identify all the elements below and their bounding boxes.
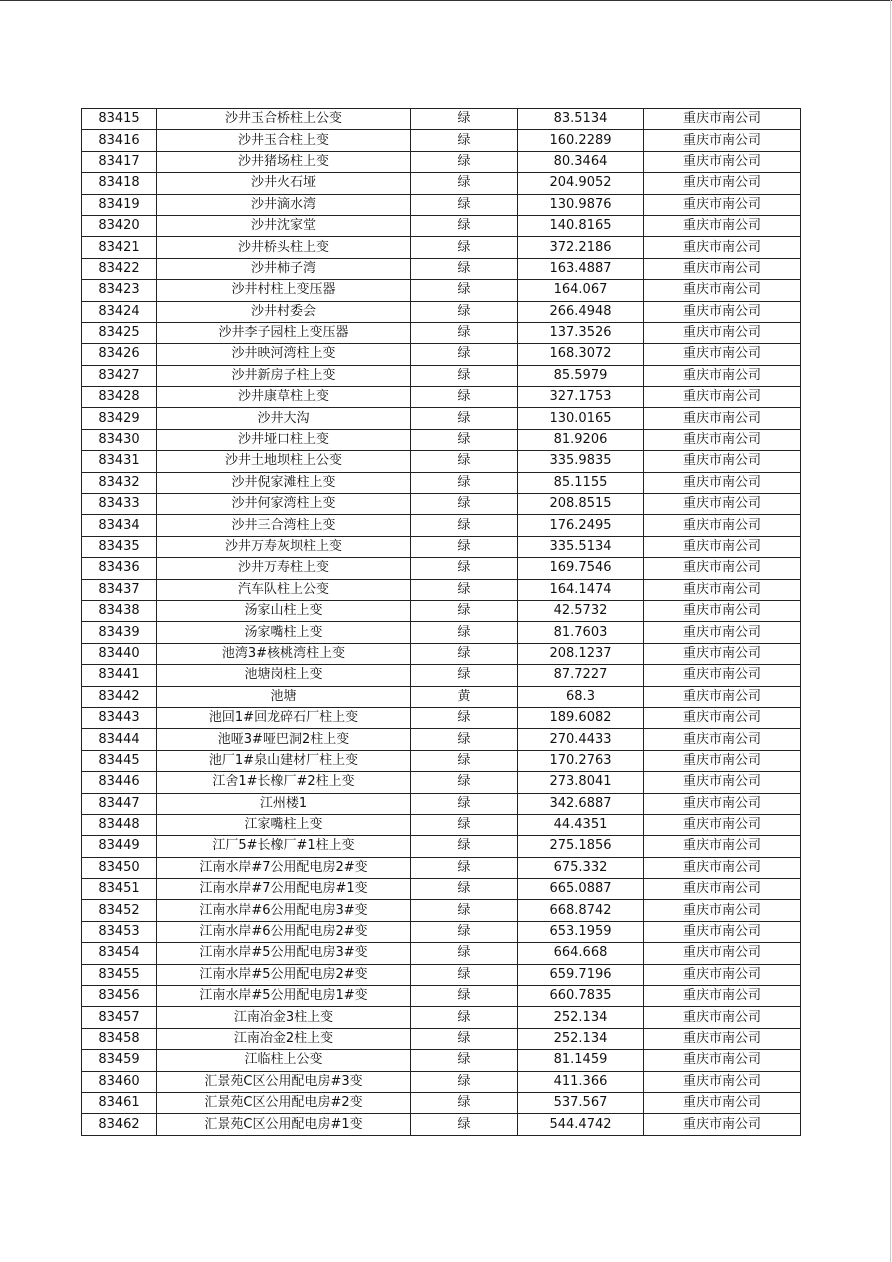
status-cell: 绿	[411, 451, 518, 472]
value-cell: 653.1959	[518, 921, 644, 942]
company-cell: 重庆市南公司	[644, 1028, 801, 1049]
table-row	[82, 472, 801, 493]
company-cell: 重庆市南公司	[644, 387, 801, 408]
station-name-cell: 池回1#回龙碎石厂柱上变	[157, 707, 411, 728]
value-cell: 85.1155	[518, 472, 644, 493]
table-row	[82, 921, 801, 942]
value-cell: 208.1237	[518, 643, 644, 664]
table-row	[82, 622, 801, 643]
station-name-cell: 沙井玉合柱上变	[157, 130, 411, 151]
value-cell: 189.6082	[518, 707, 644, 728]
value-cell: 160.2289	[518, 130, 644, 151]
station-name-cell: 沙井垭口柱上变	[157, 429, 411, 450]
status-cell: 绿	[411, 194, 518, 215]
row-id-cell: 83447	[82, 793, 157, 814]
station-name-cell: 江南水岸#5公用配电房2#变	[157, 964, 411, 985]
row-id-cell: 83460	[82, 1071, 157, 1092]
station-name-cell: 沙井滴水湾	[157, 194, 411, 215]
value-cell: 81.1459	[518, 1050, 644, 1071]
value-cell: 85.5979	[518, 365, 644, 386]
table-row	[82, 322, 801, 343]
company-cell: 重庆市南公司	[644, 879, 801, 900]
status-cell: 绿	[411, 301, 518, 322]
station-name-cell: 江临柱上公变	[157, 1050, 411, 1071]
status-cell: 绿	[411, 943, 518, 964]
company-cell: 重庆市南公司	[644, 109, 801, 130]
page-right-edge	[890, 0, 891, 1262]
value-cell: 665.0887	[518, 879, 644, 900]
status-cell: 绿	[411, 857, 518, 878]
station-name-cell: 江南水岸#7公用配电房2#变	[157, 857, 411, 878]
station-name-cell: 沙井村柱上变压器	[157, 280, 411, 301]
row-id-cell: 83444	[82, 729, 157, 750]
status-cell: 绿	[411, 365, 518, 386]
row-id-cell: 83453	[82, 921, 157, 942]
company-cell: 重庆市南公司	[644, 814, 801, 835]
station-name-cell: 江南水岸#5公用配电房3#变	[157, 943, 411, 964]
status-cell: 绿	[411, 322, 518, 343]
table-row	[82, 258, 801, 279]
status-cell: 绿	[411, 879, 518, 900]
row-id-cell: 83421	[82, 237, 157, 258]
station-name-cell: 沙井新房子柱上变	[157, 365, 411, 386]
station-name-cell: 沙井柿子湾	[157, 258, 411, 279]
status-cell: 绿	[411, 1071, 518, 1092]
value-cell: 675.332	[518, 857, 644, 878]
station-name-cell: 沙井沈家堂	[157, 215, 411, 236]
station-name-cell: 池哑3#哑巴洞2柱上变	[157, 729, 411, 750]
station-name-cell: 沙井倪家滩柱上变	[157, 472, 411, 493]
station-name-cell: 汇景苑C区公用配电房#3变	[157, 1071, 411, 1092]
table-row	[82, 408, 801, 429]
station-name-cell: 沙井三合湾柱上变	[157, 515, 411, 536]
table-row	[82, 301, 801, 322]
row-id-cell: 83445	[82, 750, 157, 771]
status-cell: 绿	[411, 900, 518, 921]
station-name-cell: 沙井康草柱上变	[157, 387, 411, 408]
company-cell: 重庆市南公司	[644, 750, 801, 771]
table-row	[82, 1092, 801, 1113]
table-row	[82, 579, 801, 600]
row-id-cell: 83442	[82, 686, 157, 707]
table-row	[82, 173, 801, 194]
value-cell: 372.2186	[518, 237, 644, 258]
station-name-cell: 沙井何家湾柱上变	[157, 494, 411, 515]
company-cell: 重庆市南公司	[644, 322, 801, 343]
station-name-cell: 江南冶金2柱上变	[157, 1028, 411, 1049]
station-name-cell: 汤家嘴柱上变	[157, 622, 411, 643]
table-row	[82, 600, 801, 621]
row-id-cell: 83422	[82, 258, 157, 279]
table-row	[82, 536, 801, 557]
station-name-cell: 沙井玉合桥柱上公变	[157, 109, 411, 130]
station-name-cell: 江南水岸#6公用配电房3#变	[157, 900, 411, 921]
row-id-cell: 83426	[82, 344, 157, 365]
table-row	[82, 793, 801, 814]
company-cell: 重庆市南公司	[644, 451, 801, 472]
value-cell: 327.1753	[518, 387, 644, 408]
station-name-cell: 沙井猪场柱上变	[157, 151, 411, 172]
station-name-cell: 沙井土地坝柱上公变	[157, 451, 411, 472]
table-row	[82, 943, 801, 964]
status-cell: 绿	[411, 429, 518, 450]
value-cell: 660.7835	[518, 986, 644, 1007]
table-row	[82, 387, 801, 408]
company-cell: 重庆市南公司	[644, 515, 801, 536]
status-cell: 绿	[411, 964, 518, 985]
status-cell: 绿	[411, 408, 518, 429]
row-id-cell: 83454	[82, 943, 157, 964]
company-cell: 重庆市南公司	[644, 729, 801, 750]
page-top-border	[0, 0, 892, 1]
value-cell: 270.4433	[518, 729, 644, 750]
status-cell: 绿	[411, 921, 518, 942]
row-id-cell: 83433	[82, 494, 157, 515]
status-cell: 绿	[411, 772, 518, 793]
status-cell: 绿	[411, 729, 518, 750]
station-name-cell: 池塘岗柱上变	[157, 665, 411, 686]
status-cell: 绿	[411, 986, 518, 1007]
company-cell: 重庆市南公司	[644, 921, 801, 942]
status-cell: 绿	[411, 494, 518, 515]
company-cell: 重庆市南公司	[644, 1050, 801, 1071]
value-cell: 81.7603	[518, 622, 644, 643]
row-id-cell: 83452	[82, 900, 157, 921]
value-cell: 266.4948	[518, 301, 644, 322]
value-cell: 164.1474	[518, 579, 644, 600]
company-cell: 重庆市南公司	[644, 579, 801, 600]
company-cell: 重庆市南公司	[644, 1071, 801, 1092]
row-id-cell: 83424	[82, 301, 157, 322]
company-cell: 重庆市南公司	[644, 836, 801, 857]
status-cell: 黄	[411, 686, 518, 707]
row-id-cell: 83432	[82, 472, 157, 493]
table-row	[82, 686, 801, 707]
station-name-cell: 江舍1#长橡厂#2柱上变	[157, 772, 411, 793]
value-cell: 252.134	[518, 1007, 644, 1028]
status-cell: 绿	[411, 814, 518, 835]
value-cell: 537.567	[518, 1092, 644, 1113]
status-cell: 绿	[411, 280, 518, 301]
transformer-table	[81, 108, 801, 1136]
status-cell: 绿	[411, 215, 518, 236]
table-row	[82, 194, 801, 215]
row-id-cell: 83430	[82, 429, 157, 450]
station-name-cell: 沙井村委会	[157, 301, 411, 322]
row-id-cell: 83428	[82, 387, 157, 408]
table-row	[82, 215, 801, 236]
company-cell: 重庆市南公司	[644, 536, 801, 557]
value-cell: 176.2495	[518, 515, 644, 536]
station-name-cell: 江南水岸#6公用配电房2#变	[157, 921, 411, 942]
company-cell: 重庆市南公司	[644, 280, 801, 301]
station-name-cell: 沙井桥头柱上变	[157, 237, 411, 258]
status-cell: 绿	[411, 836, 518, 857]
value-cell: 544.4742	[518, 1114, 644, 1135]
value-cell: 164.067	[518, 280, 644, 301]
row-id-cell: 83429	[82, 408, 157, 429]
value-cell: 80.3464	[518, 151, 644, 172]
value-cell: 83.5134	[518, 109, 644, 130]
table-row	[82, 964, 801, 985]
station-name-cell: 沙井映河湾柱上变	[157, 344, 411, 365]
row-id-cell: 83461	[82, 1092, 157, 1113]
status-cell: 绿	[411, 109, 518, 130]
row-id-cell: 83423	[82, 280, 157, 301]
row-id-cell: 83415	[82, 109, 157, 130]
row-id-cell: 83418	[82, 173, 157, 194]
row-id-cell: 83420	[82, 215, 157, 236]
table-row	[82, 836, 801, 857]
row-id-cell: 83438	[82, 600, 157, 621]
table-row	[82, 729, 801, 750]
value-cell: 204.9052	[518, 173, 644, 194]
table-row	[82, 643, 801, 664]
status-cell: 绿	[411, 1028, 518, 1049]
value-cell: 659.7196	[518, 964, 644, 985]
table-row	[82, 280, 801, 301]
company-cell: 重庆市南公司	[644, 130, 801, 151]
status-cell: 绿	[411, 622, 518, 643]
row-id-cell: 83441	[82, 665, 157, 686]
station-name-cell: 江南水岸#7公用配电房#1变	[157, 879, 411, 900]
company-cell: 重庆市南公司	[644, 707, 801, 728]
row-id-cell: 83451	[82, 879, 157, 900]
table-row	[82, 1071, 801, 1092]
value-cell: 130.0165	[518, 408, 644, 429]
table-row	[82, 1114, 801, 1135]
status-cell: 绿	[411, 707, 518, 728]
row-id-cell: 83416	[82, 130, 157, 151]
status-cell: 绿	[411, 793, 518, 814]
status-cell: 绿	[411, 472, 518, 493]
station-name-cell: 江州楼1	[157, 793, 411, 814]
status-cell: 绿	[411, 1007, 518, 1028]
table-row	[82, 1028, 801, 1049]
status-cell: 绿	[411, 173, 518, 194]
station-name-cell: 沙井李子园柱上变压器	[157, 322, 411, 343]
company-cell: 重庆市南公司	[644, 365, 801, 386]
row-id-cell: 83435	[82, 536, 157, 557]
company-cell: 重庆市南公司	[644, 793, 801, 814]
company-cell: 重庆市南公司	[644, 1114, 801, 1135]
value-cell: 87.7227	[518, 665, 644, 686]
value-cell: 169.7546	[518, 558, 644, 579]
company-cell: 重庆市南公司	[644, 344, 801, 365]
row-id-cell: 83459	[82, 1050, 157, 1071]
status-cell: 绿	[411, 1050, 518, 1071]
value-cell: 664.668	[518, 943, 644, 964]
station-name-cell: 江南水岸#5公用配电房1#变	[157, 986, 411, 1007]
value-cell: 273.8041	[518, 772, 644, 793]
table-row	[82, 1007, 801, 1028]
company-cell: 重庆市南公司	[644, 173, 801, 194]
table-row	[82, 814, 801, 835]
company-cell: 重庆市南公司	[644, 943, 801, 964]
company-cell: 重庆市南公司	[644, 194, 801, 215]
value-cell: 42.5732	[518, 600, 644, 621]
status-cell: 绿	[411, 665, 518, 686]
station-name-cell: 沙井万寿柱上变	[157, 558, 411, 579]
status-cell: 绿	[411, 387, 518, 408]
row-id-cell: 83434	[82, 515, 157, 536]
row-id-cell: 83440	[82, 643, 157, 664]
table-row	[82, 151, 801, 172]
station-name-cell: 汇景苑C区公用配电房#2变	[157, 1092, 411, 1113]
row-id-cell: 83419	[82, 194, 157, 215]
value-cell: 275.1856	[518, 836, 644, 857]
table-row	[82, 1050, 801, 1071]
company-cell: 重庆市南公司	[644, 643, 801, 664]
company-cell: 重庆市南公司	[644, 151, 801, 172]
table-row	[82, 365, 801, 386]
value-cell: 335.5134	[518, 536, 644, 557]
station-name-cell: 池湾3#核桃湾柱上变	[157, 643, 411, 664]
status-cell: 绿	[411, 643, 518, 664]
station-name-cell: 汽车队柱上公变	[157, 579, 411, 600]
status-cell: 绿	[411, 344, 518, 365]
table-row	[82, 879, 801, 900]
row-id-cell: 83448	[82, 814, 157, 835]
value-cell: 342.6887	[518, 793, 644, 814]
row-id-cell: 83427	[82, 365, 157, 386]
station-name-cell: 江厂5#长橡厂#1柱上变	[157, 836, 411, 857]
table-row	[82, 130, 801, 151]
table-row	[82, 494, 801, 515]
row-id-cell: 83457	[82, 1007, 157, 1028]
company-cell: 重庆市南公司	[644, 215, 801, 236]
row-id-cell: 83443	[82, 707, 157, 728]
table-row	[82, 857, 801, 878]
value-cell: 140.8165	[518, 215, 644, 236]
station-name-cell: 池厂1#泉山建材厂柱上变	[157, 750, 411, 771]
status-cell: 绿	[411, 1114, 518, 1135]
station-name-cell: 沙井万寿灰坝柱上变	[157, 536, 411, 557]
company-cell: 重庆市南公司	[644, 686, 801, 707]
row-id-cell: 83417	[82, 151, 157, 172]
row-id-cell: 83439	[82, 622, 157, 643]
table-row	[82, 707, 801, 728]
status-cell: 绿	[411, 130, 518, 151]
table-row	[82, 986, 801, 1007]
table-row	[82, 558, 801, 579]
station-name-cell: 池塘	[157, 686, 411, 707]
row-id-cell: 83431	[82, 451, 157, 472]
station-name-cell: 汤家山柱上变	[157, 600, 411, 621]
company-cell: 重庆市南公司	[644, 665, 801, 686]
value-cell: 81.9206	[518, 429, 644, 450]
company-cell: 重庆市南公司	[644, 429, 801, 450]
value-cell: 163.4887	[518, 258, 644, 279]
station-name-cell: 沙井大沟	[157, 408, 411, 429]
table-body	[82, 109, 801, 1136]
company-cell: 重庆市南公司	[644, 408, 801, 429]
station-name-cell: 江家嘴柱上变	[157, 814, 411, 835]
company-cell: 重庆市南公司	[644, 857, 801, 878]
status-cell: 绿	[411, 151, 518, 172]
status-cell: 绿	[411, 237, 518, 258]
row-id-cell: 83462	[82, 1114, 157, 1135]
row-id-cell: 83450	[82, 857, 157, 878]
table-row	[82, 515, 801, 536]
table-row	[82, 451, 801, 472]
station-name-cell: 沙井火石垭	[157, 173, 411, 194]
status-cell: 绿	[411, 750, 518, 771]
row-id-cell: 83425	[82, 322, 157, 343]
value-cell: 208.8515	[518, 494, 644, 515]
value-cell: 130.9876	[518, 194, 644, 215]
status-cell: 绿	[411, 1092, 518, 1113]
table-row	[82, 237, 801, 258]
value-cell: 252.134	[518, 1028, 644, 1049]
table-row	[82, 900, 801, 921]
company-cell: 重庆市南公司	[644, 494, 801, 515]
company-cell: 重庆市南公司	[644, 258, 801, 279]
status-cell: 绿	[411, 558, 518, 579]
status-cell: 绿	[411, 579, 518, 600]
row-id-cell: 83446	[82, 772, 157, 793]
table-row	[82, 344, 801, 365]
table-row	[82, 772, 801, 793]
company-cell: 重庆市南公司	[644, 301, 801, 322]
row-id-cell: 83437	[82, 579, 157, 600]
row-id-cell: 83436	[82, 558, 157, 579]
status-cell: 绿	[411, 258, 518, 279]
row-id-cell: 83456	[82, 986, 157, 1007]
value-cell: 68.3	[518, 686, 644, 707]
value-cell: 170.2763	[518, 750, 644, 771]
value-cell: 44.4351	[518, 814, 644, 835]
row-id-cell: 83458	[82, 1028, 157, 1049]
company-cell: 重庆市南公司	[644, 558, 801, 579]
company-cell: 重庆市南公司	[644, 964, 801, 985]
station-name-cell: 汇景苑C区公用配电房#1变	[157, 1114, 411, 1135]
table-row	[82, 665, 801, 686]
status-cell: 绿	[411, 536, 518, 557]
value-cell: 168.3072	[518, 344, 644, 365]
company-cell: 重庆市南公司	[644, 986, 801, 1007]
value-cell: 335.9835	[518, 451, 644, 472]
table-row	[82, 429, 801, 450]
company-cell: 重庆市南公司	[644, 1092, 801, 1113]
company-cell: 重庆市南公司	[644, 472, 801, 493]
row-id-cell: 83449	[82, 836, 157, 857]
status-cell: 绿	[411, 600, 518, 621]
table-row	[82, 750, 801, 771]
company-cell: 重庆市南公司	[644, 900, 801, 921]
station-name-cell: 江南冶金3柱上变	[157, 1007, 411, 1028]
value-cell: 668.8742	[518, 900, 644, 921]
company-cell: 重庆市南公司	[644, 622, 801, 643]
company-cell: 重庆市南公司	[644, 600, 801, 621]
company-cell: 重庆市南公司	[644, 1007, 801, 1028]
row-id-cell: 83455	[82, 964, 157, 985]
table-row	[82, 109, 801, 130]
company-cell: 重庆市南公司	[644, 772, 801, 793]
value-cell: 137.3526	[518, 322, 644, 343]
status-cell: 绿	[411, 515, 518, 536]
value-cell: 411.366	[518, 1071, 644, 1092]
company-cell: 重庆市南公司	[644, 237, 801, 258]
